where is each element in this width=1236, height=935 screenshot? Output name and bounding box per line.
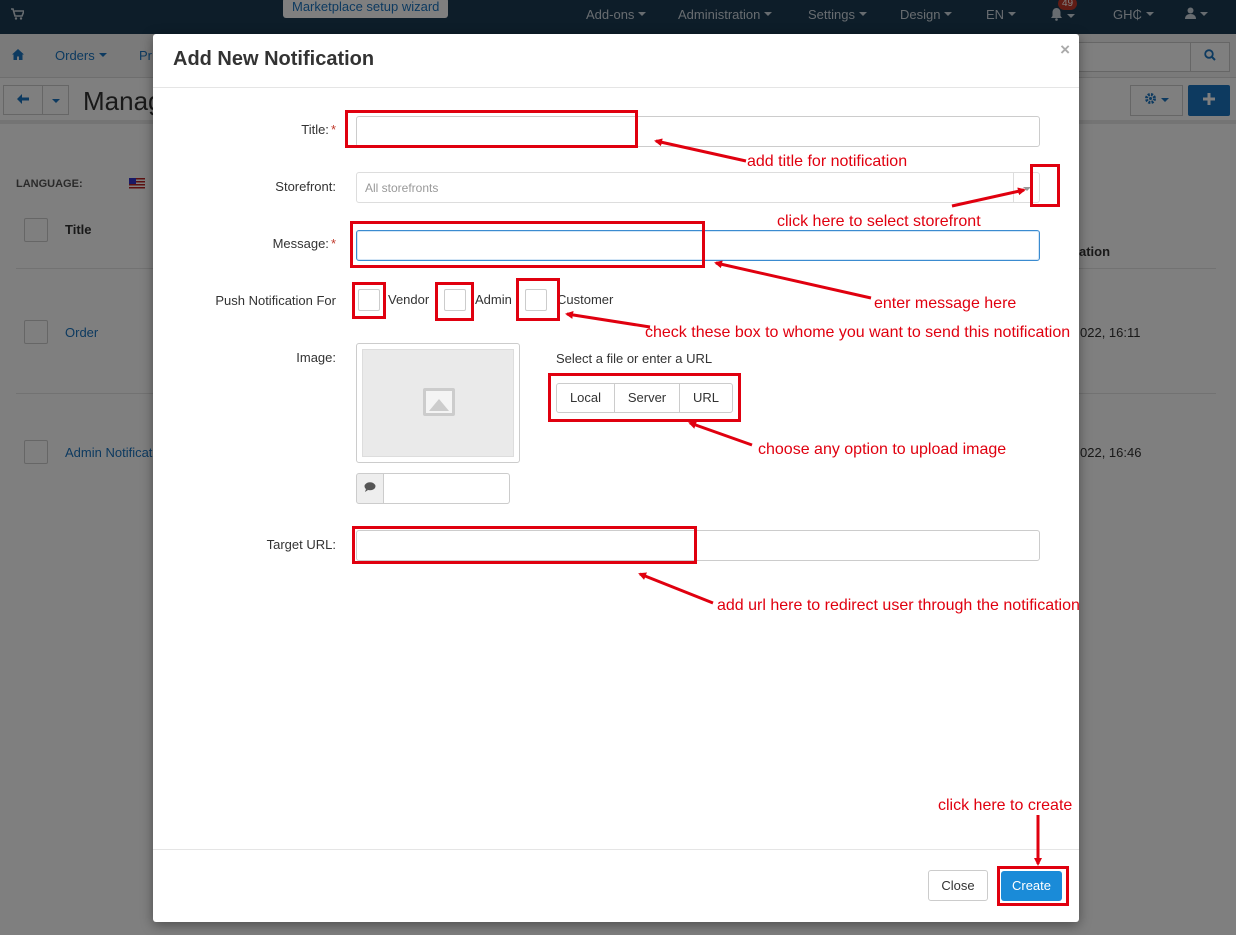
comment-icon xyxy=(356,473,384,504)
message-label-text: Message: xyxy=(272,236,329,251)
upload-server-button[interactable]: Server xyxy=(614,383,680,413)
file-hint: Select a file or enter a URL xyxy=(556,351,713,366)
customer-checkbox-label: Customer xyxy=(557,292,614,307)
create-highlight-box xyxy=(997,866,1069,906)
dialog-title: Add New Notification xyxy=(173,48,375,70)
checkbox-annotation: check these box to whome you want to send this notification xyxy=(645,324,1071,341)
title-annotation: add title for notification xyxy=(747,153,908,170)
title-label-text: Title: xyxy=(301,122,329,137)
title-label xyxy=(301,122,336,137)
customer-highlight-box xyxy=(516,278,560,321)
admin-checkbox-label: Admin xyxy=(475,292,512,307)
storefront-label: Storefront: xyxy=(275,179,336,194)
push-notification-label: Push Notification For xyxy=(215,293,336,308)
create-button[interactable]: Create xyxy=(1001,871,1062,901)
message-highlight-box xyxy=(350,221,705,268)
create-annotation: click here to create xyxy=(938,797,1073,814)
storefront-highlight-box xyxy=(1030,164,1060,207)
vendor-checkbox-label: Vendor xyxy=(388,292,430,307)
close-icon[interactable]: × xyxy=(1060,40,1070,59)
close-button[interactable]: Close xyxy=(928,870,988,901)
upload-highlight-box xyxy=(548,373,741,422)
required-mark: * xyxy=(330,236,336,251)
image-icon xyxy=(423,388,455,416)
admin-highlight-box xyxy=(435,282,474,321)
upload-url-button[interactable]: URL xyxy=(679,383,733,413)
vendor-highlight-box xyxy=(352,282,386,319)
upload-annotation: choose any option to upload image xyxy=(758,441,1007,458)
storefront-select[interactable] xyxy=(356,172,1040,203)
target-url-label: Target URL: xyxy=(266,537,336,552)
url-annotation: add url here to redirect user through the notification xyxy=(717,597,1080,614)
header-divider xyxy=(153,87,1079,88)
title-highlight-box xyxy=(345,110,638,148)
footer-divider xyxy=(153,849,1079,850)
image-alt-input[interactable] xyxy=(383,473,510,504)
storefront-annotation: click here to select storefront xyxy=(777,213,981,230)
image-label: Image: xyxy=(296,350,336,365)
message-annotation: enter message here xyxy=(874,295,1017,312)
required-mark: * xyxy=(330,122,336,137)
message-label xyxy=(273,236,336,251)
image-placeholder xyxy=(362,349,514,457)
image-preview xyxy=(356,343,520,463)
url-highlight-box xyxy=(352,526,697,564)
upload-local-button[interactable]: Local xyxy=(556,383,615,413)
storefront-placeholder: All storefronts xyxy=(365,181,439,195)
add-notification-dialog xyxy=(153,34,1079,922)
